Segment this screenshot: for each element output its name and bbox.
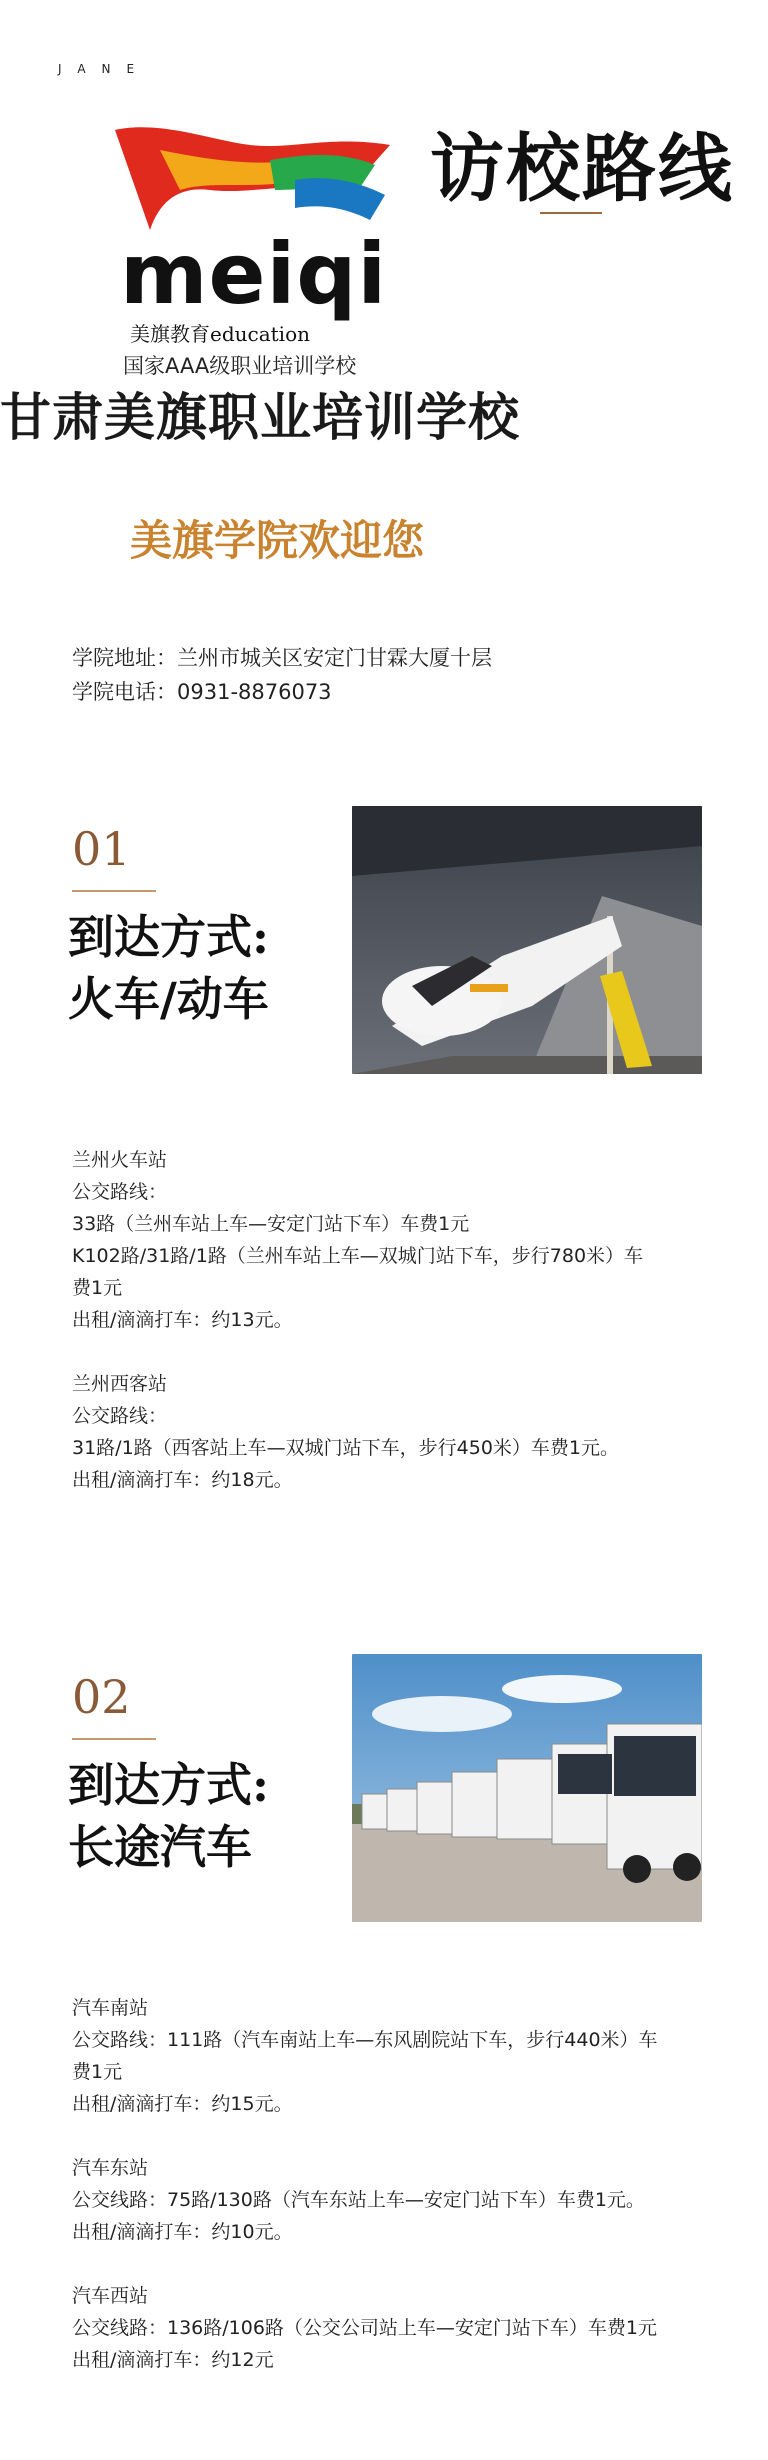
route-line: 公交路线：111路（汽车南站上车—东风剧院站下车，步行440米）车 <box>72 2029 658 2051</box>
school-name: 甘肃美旗职业培训学校 <box>0 389 521 448</box>
route-line: 兰州火车站 <box>72 1149 168 1171</box>
spacer <box>72 2248 712 2280</box>
bus-photo-icon <box>352 1654 702 1922</box>
brand-small-text: JANE <box>58 62 151 76</box>
route-line: 费1元 <box>72 2061 123 2083</box>
section-heading-line1: 到达方式: <box>68 910 269 964</box>
route-line: 33路（兰州车站上车—安定门站下车）车费1元 <box>72 1213 470 1235</box>
route-line: 出租/滴滴打车：约18元。 <box>72 1469 293 1491</box>
spacer <box>72 2120 712 2152</box>
logo-certification: 国家AAA级职业培训学校 <box>123 354 357 378</box>
section-heading-line1: 到达方式: <box>68 1758 269 1812</box>
section-body-02 <box>72 1992 712 2376</box>
title-divider <box>540 212 602 214</box>
route-line: 公交路线： <box>72 1181 168 1203</box>
section-divider-01 <box>72 890 156 892</box>
section-number-01: 01 <box>72 822 131 876</box>
route-line: K102路/31路/1路（兰州车站上车—双城门站下车，步行780米）车 <box>72 1245 644 1267</box>
welcome-text: 美旗学院欢迎您 <box>130 516 425 565</box>
logo-wordmark: meiqi <box>120 225 388 323</box>
route-line: 出租/滴滴打车：约13元。 <box>72 1309 293 1331</box>
section-heading-01 <box>68 906 269 1030</box>
route-line: 公交路线： <box>72 1405 168 1427</box>
section-divider-02 <box>72 1738 156 1740</box>
section-heading-line2: 火车/动车 <box>68 972 269 1027</box>
route-line: 汽车南站 <box>72 1997 149 2019</box>
section-heading-line2: 长途汽车 <box>68 1820 252 1875</box>
route-line: 出租/滴滴打车：约15元。 <box>72 2093 293 2115</box>
route-line: 汽车东站 <box>72 2157 149 2179</box>
route-line: 公交线路：136路/106路（公交公司站上车—安定门站下车）车费1元 <box>72 2317 658 2339</box>
route-line: 31路/1路（西客站上车—双城门站下车，步行450米）车费1元。 <box>72 1437 620 1459</box>
route-line: 出租/滴滴打车：约12元 <box>72 2349 274 2371</box>
section-number-02: 02 <box>72 1670 131 1724</box>
address-text: 学院地址：兰州市城关区安定门甘霖大厦十层 <box>72 646 492 670</box>
route-line: 费1元 <box>72 1277 123 1299</box>
spacer <box>72 1336 712 1368</box>
section-body-01 <box>72 1144 712 1496</box>
route-line: 兰州西客站 <box>72 1373 168 1395</box>
train-photo-icon <box>352 806 702 1074</box>
page-title: 访校路线 <box>430 126 734 212</box>
phone-text: 学院电话：0931-8876073 <box>72 680 332 704</box>
section-heading-02 <box>68 1754 269 1878</box>
route-line: 出租/滴滴打车：约10元。 <box>72 2221 293 2243</box>
route-line: 公交线路：75路/130路（汽车东站上车—安定门站下车）车费1元。 <box>72 2189 645 2211</box>
route-line: 汽车西站 <box>72 2285 149 2307</box>
logo-subtitle: 美旗教育education <box>130 322 310 346</box>
